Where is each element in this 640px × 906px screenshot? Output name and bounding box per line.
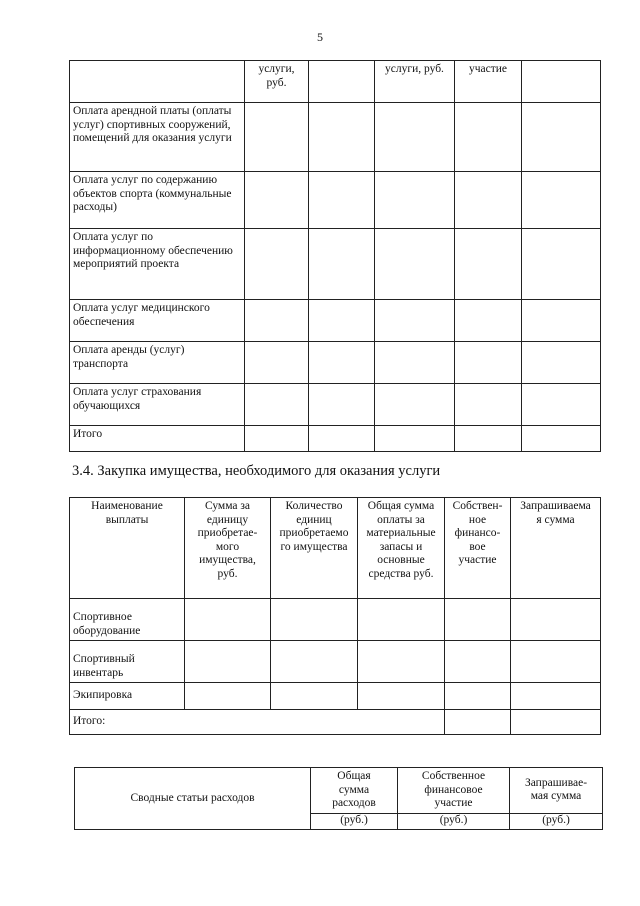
unit-cell: (руб.) [311,813,398,829]
table-row [70,599,601,641]
header-cell [309,61,375,103]
header-cell: услуги, руб. [375,61,455,103]
summary-expenses-table [74,767,603,830]
header-cell: участие [455,61,522,103]
summary-label: Сводные статьи расходов [75,768,311,830]
section-heading: 3.4. Закупка имущества, необходимого для оказания услуги [72,463,441,479]
row-label: Оплата услуг по содержанию объектов спорта (коммунальные расходы) [70,172,245,229]
table-header-row [70,61,601,103]
total-label: Итого [70,426,245,452]
table-total-row [70,710,601,735]
row-label: Оплата арендной платы (оплаты услуг) спортивных сооружений, помещений для оказания услуги [70,103,245,172]
row-label: Спортивное оборудование [70,599,185,641]
header-cell: Запрашиваема я сумма [511,498,601,599]
header-cell: Сумма за единицу приобретае- мого имущества, руб. [185,498,271,599]
page-number: 5 [317,30,323,44]
table-row [70,641,601,683]
row-label: Экипировка [70,683,185,710]
row-label: Оплата услуг медицинского обеспечения [70,300,245,342]
table-row [70,342,601,384]
header-cell: Запрашивае- мая сумма [510,768,603,814]
table-row [70,683,601,710]
table-header-row [75,768,603,814]
header-cell: Количество единиц приобретаемо го имущества [271,498,358,599]
header-cell: Общая сумма оплаты за материальные запасы и основные средства руб. [358,498,445,599]
header-cell [522,61,601,103]
row-label: Оплата услуг по информационному обеспечению мероприятий проекта [70,229,245,300]
header-cell: Общая сумма расходов [311,768,398,814]
total-label: Итого: [70,710,445,735]
header-cell: Собствен- ное финансо- вое участие [445,498,511,599]
table-row [70,229,601,300]
header-cell [70,61,245,103]
header-cell: услуги, руб. [245,61,309,103]
table-row [70,384,601,426]
header-cell: Наименование выплаты [70,498,185,599]
table-header-row [70,498,601,599]
property-purchase-table [69,497,601,735]
table-total-row [70,426,601,452]
row-label: Спортивный инвентарь [70,641,185,683]
expense-table-services [69,60,601,452]
unit-cell: (руб.) [398,813,510,829]
table-row [70,103,601,172]
row-label: Оплата услуг страхования обучающихся [70,384,245,426]
row-label: Оплата аренды (услуг) транспорта [70,342,245,384]
table-row [70,300,601,342]
table-row [70,172,601,229]
header-cell: Собственное финансовое участие [398,768,510,814]
unit-cell: (руб.) [510,813,603,829]
